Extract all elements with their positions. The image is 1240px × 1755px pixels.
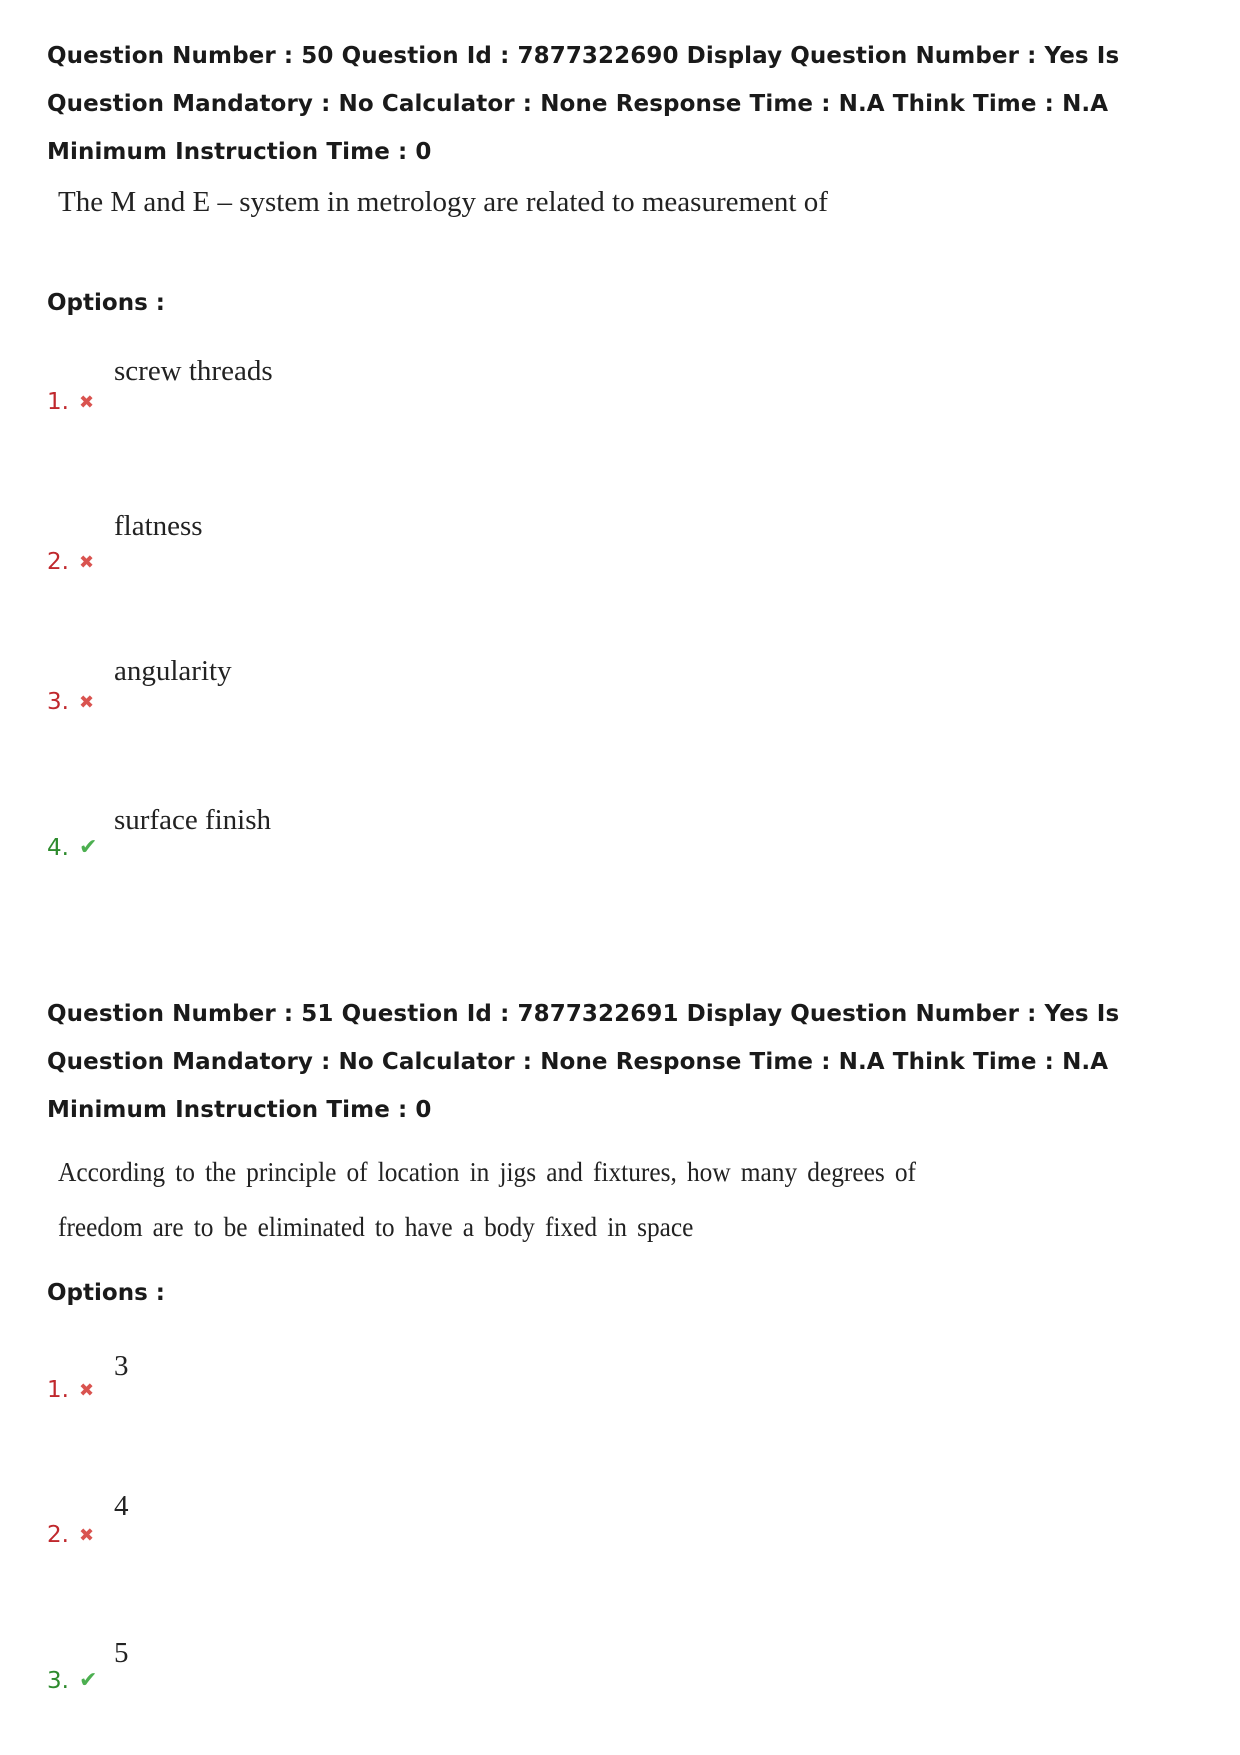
option-number-label: 3. [47,689,69,715]
option-number-label: 2. [47,549,69,575]
option-number [47,689,94,715]
option-number [47,389,94,415]
check-icon: ✔ [78,1668,98,1693]
option-number-label: 1. [47,1377,69,1403]
cross-icon: ✖ [78,692,95,713]
option-number-label: 4. [47,835,69,861]
question-text-line-2: freedom are to be eliminated to have a body fixed in space [58,1212,694,1242]
option-text: surface finish [114,804,272,836]
option-number [47,1377,94,1403]
options-label: Options : [47,290,165,316]
cross-icon: ✖ [78,1380,95,1401]
option-text: angularity [114,655,232,687]
option-number-label: 3. [47,1668,69,1694]
question-header: Question Number : 51 Question Id : 7877322691 Display Question Number : Yes Is Question Mandatory : No Calculator : None Response Time : N.A Think Time : N.A Minimum Instruction Time : 0 [47,1001,1120,1123]
check-icon: ✔ [78,835,98,860]
question-text-line-1: According to the principle of location in jigs and fixtures, how many degrees of [58,1157,917,1187]
option-text: 4 [114,1490,129,1522]
option-number [47,549,94,575]
option-number [47,835,97,861]
option-text: 3 [114,1350,129,1382]
options-label: Options : [47,1280,165,1306]
option-number [47,1668,97,1694]
cross-icon: ✖ [78,552,95,573]
question-text: The M and E – system in metrology are related to measurement of [58,186,828,218]
option-text: screw threads [114,355,273,387]
option-number [47,1522,94,1548]
cross-icon: ✖ [78,1525,95,1546]
option-number-label: 1. [47,389,69,415]
option-number-label: 2. [47,1522,69,1548]
option-text: 5 [114,1637,129,1669]
question-header: Question Number : 50 Question Id : 7877322690 Display Question Number : Yes Is Question Mandatory : No Calculator : None Response Time : N.A Think Time : N.A Minimum Instruction Time : 0 [47,43,1120,165]
cross-icon: ✖ [78,392,95,413]
option-text: flatness [114,510,203,542]
